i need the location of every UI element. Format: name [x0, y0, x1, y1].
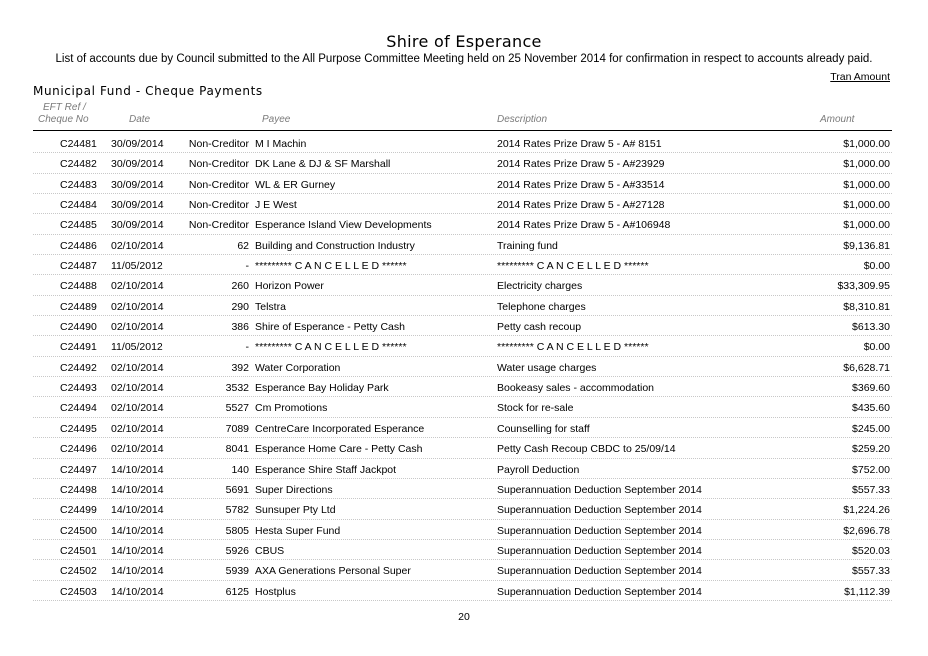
- creditor-code: 5926: [225, 544, 249, 557]
- section-heading: Municipal Fund - Cheque Payments: [33, 84, 263, 98]
- payment-amount: $1,000.00: [843, 219, 890, 232]
- table-row: [0, 255, 928, 275]
- cheque-number: C24491: [60, 341, 97, 354]
- payment-description: Payroll Deduction: [497, 463, 580, 476]
- creditor-code: 7089: [225, 422, 249, 435]
- payment-description: Superannuation Deduction September 2014: [497, 524, 702, 537]
- payment-amount: $245.00: [852, 422, 890, 435]
- payee-name: Horizon Power: [255, 280, 324, 293]
- table-row: [0, 316, 928, 336]
- table-row: [0, 194, 928, 214]
- cheque-number: C24497: [60, 463, 97, 476]
- payment-date: 11/05/2012: [111, 341, 163, 354]
- payment-date: 02/10/2014: [111, 300, 164, 313]
- tran-amount-heading: Tran Amount: [830, 71, 890, 83]
- payment-date: 30/09/2014: [111, 178, 164, 191]
- payment-amount: $520.03: [852, 544, 890, 557]
- payment-amount: $557.33: [852, 483, 890, 496]
- payment-description: Superannuation Deduction September 2014: [497, 585, 702, 598]
- cheque-number: C24501: [60, 544, 97, 557]
- creditor-code: 8041: [225, 443, 249, 456]
- cheque-number: C24481: [60, 138, 97, 150]
- payment-amount: $0.00: [863, 260, 890, 273]
- table-row: [0, 377, 928, 397]
- payment-description: Superannuation Deduction September 2014: [497, 544, 702, 557]
- table-row: [0, 520, 928, 540]
- cheque-number: C24489: [60, 300, 97, 313]
- payee-name: Shire of Esperance - Petty Cash: [255, 321, 405, 334]
- creditor-code: 62: [237, 239, 249, 252]
- creditor-code: 5691: [225, 483, 249, 496]
- payee-name: Hesta Super Fund: [255, 524, 341, 537]
- row-divider: [33, 600, 892, 601]
- payment-date: 14/10/2014: [111, 565, 164, 578]
- cheque-number: C24502: [60, 565, 97, 578]
- payment-date: 14/10/2014: [111, 585, 164, 598]
- payment-description: 2014 Rates Prize Draw 5 - A#23929: [497, 158, 665, 171]
- table-row: [0, 459, 928, 479]
- payment-description: 2014 Rates Prize Draw 5 - A#106948: [497, 219, 671, 232]
- payee-name: Esperance Bay Holiday Park: [255, 382, 389, 395]
- creditor-code: Non-Creditor: [188, 219, 249, 232]
- payment-date: 14/10/2014: [111, 483, 164, 496]
- payment-description: Petty Cash Recoup CBDC to 25/09/14: [497, 443, 676, 456]
- payment-amount: $369.60: [852, 382, 890, 395]
- payment-amount: $1,000.00: [843, 158, 890, 171]
- table-row: [0, 560, 928, 580]
- payment-description: ********* C A N C E L L E D ******: [497, 260, 649, 273]
- payment-amount: $613.30: [852, 321, 890, 334]
- payee-name: Hostplus: [255, 585, 296, 598]
- payment-description: Training fund: [497, 239, 558, 252]
- payment-description: Bookeasy sales - accommodation: [497, 382, 654, 395]
- creditor-code: Non-Creditor: [188, 158, 249, 171]
- payee-name: CentreCare Incorporated Esperance: [255, 422, 425, 435]
- payment-description: 2014 Rates Prize Draw 5 - A# 8151: [497, 138, 662, 150]
- creditor-code: 6125: [225, 585, 249, 598]
- table-row: [0, 153, 928, 173]
- cheque-number: C24492: [60, 361, 97, 374]
- payment-amount: $1,000.00: [843, 199, 890, 212]
- table-row: [0, 540, 928, 560]
- payment-amount: $2,696.78: [843, 524, 890, 537]
- payment-description: Telephone charges: [497, 300, 586, 313]
- page-number: 20: [458, 611, 470, 623]
- payee-name: WL & ER Gurney: [255, 178, 336, 191]
- payee-name: Water Corporation: [255, 361, 341, 374]
- payment-date: 30/09/2014: [111, 219, 164, 232]
- payee-name: ********* C A N C E L L E D ******: [255, 260, 407, 273]
- payment-description: Water usage charges: [497, 361, 597, 374]
- payment-amount: $752.00: [852, 463, 890, 476]
- creditor-code: 5939: [225, 565, 249, 578]
- cheque-number: C24493: [60, 382, 97, 395]
- payment-amount: $259.20: [852, 443, 890, 456]
- cheque-number: C24496: [60, 443, 97, 456]
- table-row: [0, 479, 928, 499]
- payee-name: Esperance Island View Developments: [255, 219, 432, 232]
- payment-amount: $557.33: [852, 565, 890, 578]
- payee-name: Esperance Shire Staff Jackpot: [255, 463, 397, 476]
- cheque-number: C24488: [60, 280, 97, 293]
- cheque-number: C24482: [60, 158, 97, 171]
- table-row: [0, 174, 928, 194]
- payment-date: 02/10/2014: [111, 443, 164, 456]
- cheque-number: C24490: [60, 321, 97, 334]
- payment-amount: $435.60: [852, 402, 890, 415]
- payment-date: 14/10/2014: [111, 544, 164, 557]
- header-divider: [33, 130, 892, 131]
- payment-description: 2014 Rates Prize Draw 5 - A#27128: [497, 199, 665, 212]
- payment-date: 30/09/2014: [111, 138, 164, 150]
- cheque-number: C24495: [60, 422, 97, 435]
- payee-name: Super Directions: [255, 483, 333, 496]
- payee-name: Building and Construction Industry: [255, 239, 415, 252]
- column-header-cheque-no: Cheque No: [38, 114, 89, 125]
- table-row: [0, 296, 928, 316]
- creditor-code: 5782: [225, 504, 249, 517]
- payment-description: Superannuation Deduction September 2014: [497, 483, 702, 496]
- payment-date: 02/10/2014: [111, 382, 164, 395]
- payee-name: Telstra: [255, 300, 286, 313]
- payment-date: 30/09/2014: [111, 158, 164, 171]
- page-subtitle: List of accounts due by Council submitted to the All Purpose Committee Meeting held on 25 November 2014 for confirmation in respect to accounts already paid.: [55, 53, 873, 65]
- column-header-amount: Amount: [820, 114, 855, 125]
- cheque-number: C24494: [60, 402, 97, 415]
- cheque-number: C24486: [60, 239, 97, 252]
- payment-date: 02/10/2014: [111, 361, 164, 374]
- cheque-number: C24499: [60, 504, 97, 517]
- creditor-code: Non-Creditor: [188, 138, 249, 150]
- payment-date: 02/10/2014: [111, 402, 164, 415]
- payee-name: Sunsuper Pty Ltd: [255, 504, 336, 517]
- payment-date: 11/05/2012: [111, 260, 163, 273]
- table-row: [0, 357, 928, 377]
- creditor-code: 5527: [225, 402, 249, 415]
- table-row: [0, 581, 928, 601]
- payee-name: ********* C A N C E L L E D ******: [255, 341, 407, 354]
- creditor-code: 290: [231, 300, 249, 313]
- payment-amount: $1,000.00: [843, 178, 890, 191]
- payment-date: 02/10/2014: [111, 280, 164, 293]
- creditor-code: 140: [231, 463, 249, 476]
- payment-description: ********* C A N C E L L E D ******: [497, 341, 649, 354]
- creditor-code: 260: [231, 280, 249, 293]
- payment-date: 02/10/2014: [111, 239, 164, 252]
- payment-amount: $9,136.81: [843, 239, 890, 252]
- payment-date: 14/10/2014: [111, 524, 164, 537]
- payment-date: 14/10/2014: [111, 504, 164, 517]
- creditor-code: -: [245, 260, 249, 273]
- payment-description: Petty cash recoup: [497, 321, 582, 334]
- creditor-code: Non-Creditor: [188, 178, 249, 191]
- payment-description: Superannuation Deduction September 2014: [497, 504, 702, 517]
- table-row: [0, 275, 928, 295]
- payment-date: 30/09/2014: [111, 199, 164, 212]
- payment-amount: $33,309.95: [837, 280, 890, 293]
- cheque-number: C24485: [60, 219, 97, 232]
- payment-description: 2014 Rates Prize Draw 5 - A#33514: [497, 178, 665, 191]
- payment-amount: $8,310.81: [843, 300, 890, 313]
- payment-date: 02/10/2014: [111, 321, 164, 334]
- table-row: [0, 438, 928, 458]
- payment-amount: $6,628.71: [843, 361, 890, 374]
- table-row: [0, 499, 928, 519]
- table-row: [0, 235, 928, 255]
- table-row: [0, 214, 928, 234]
- payment-description: Electricity charges: [497, 280, 583, 293]
- page-title: Shire of Esperance: [386, 32, 542, 51]
- payee-name: Esperance Home Care - Petty Cash: [255, 443, 423, 456]
- cheque-number: C24500: [60, 524, 97, 537]
- payment-description: Counselling for staff: [497, 422, 590, 435]
- payment-description: Stock for re-sale: [497, 402, 574, 415]
- column-header-payee: Payee: [262, 114, 291, 125]
- creditor-code: 5805: [225, 524, 249, 537]
- column-header-date: Date: [129, 114, 151, 125]
- payment-date: 02/10/2014: [111, 422, 164, 435]
- payee-name: DK Lane & DJ & SF Marshall: [255, 158, 391, 171]
- cheque-number: C24484: [60, 199, 97, 212]
- payment-amount: $1,224.26: [843, 504, 890, 517]
- creditor-code: 386: [231, 321, 249, 334]
- table-row: [0, 133, 928, 153]
- cheque-number: C24487: [60, 260, 97, 273]
- cheque-number: C24483: [60, 178, 97, 191]
- payments-table: [0, 133, 928, 601]
- cheque-number: C24503: [60, 585, 97, 598]
- payment-description: Superannuation Deduction September 2014: [497, 565, 702, 578]
- payment-amount: $1,000.00: [843, 138, 890, 150]
- payee-name: AXA Generations Personal Super: [255, 565, 411, 578]
- creditor-code: -: [245, 341, 249, 354]
- creditor-code: 3532: [225, 382, 249, 395]
- table-row: [0, 418, 928, 438]
- payee-name: M I Machin: [255, 138, 307, 150]
- table-row: [0, 397, 928, 417]
- column-header-eft-ref: EFT Ref /: [43, 102, 86, 113]
- payment-date: 14/10/2014: [111, 463, 164, 476]
- payee-name: Cm Promotions: [255, 402, 328, 415]
- payee-name: J E West: [255, 199, 297, 212]
- creditor-code: 392: [231, 361, 249, 374]
- payment-amount: $0.00: [863, 341, 890, 354]
- payment-amount: $1,112.39: [844, 585, 890, 598]
- creditor-code: Non-Creditor: [188, 199, 249, 212]
- column-header-description: Description: [497, 114, 548, 125]
- table-row: [0, 336, 928, 356]
- cheque-number: C24498: [60, 483, 97, 496]
- payee-name: CBUS: [255, 544, 285, 557]
